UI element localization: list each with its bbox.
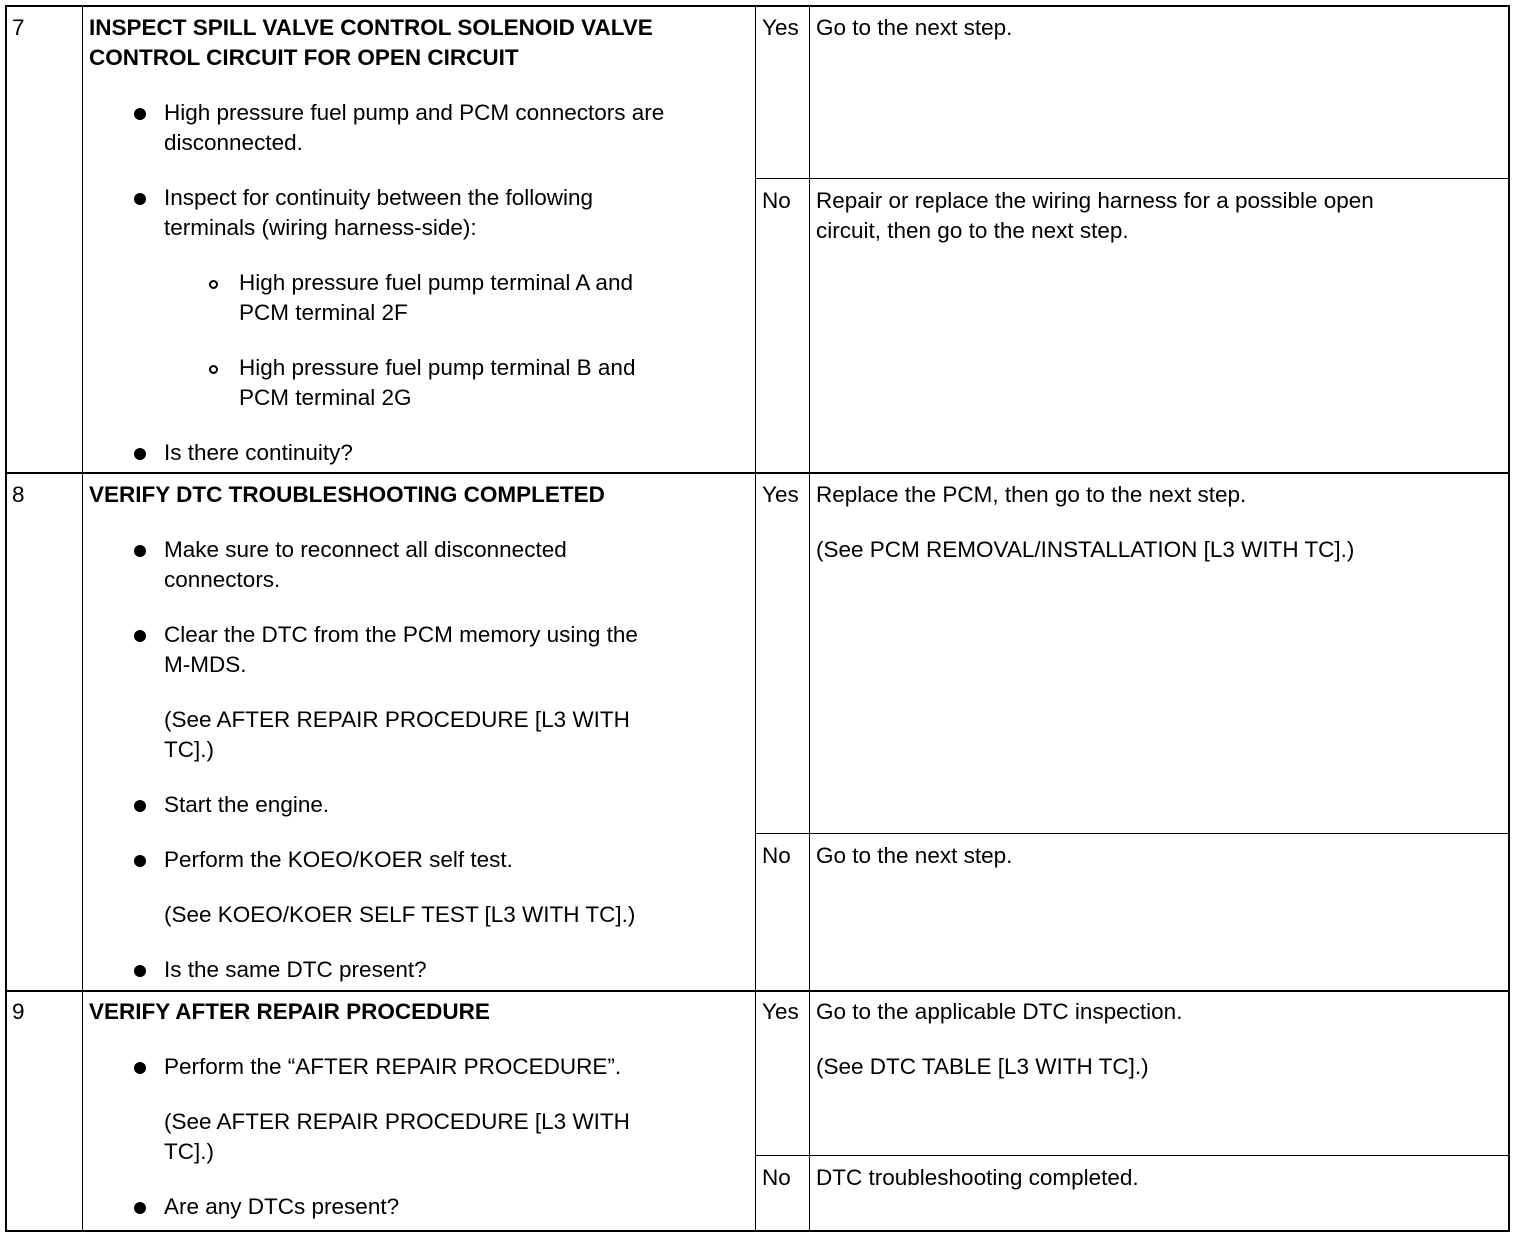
- action-text: High pressure fuel pump and PCM connectors are: [164, 100, 665, 125]
- no-label: No: [762, 843, 791, 868]
- yes-label: Yes: [762, 15, 799, 40]
- sub-bullet-icon: [209, 280, 218, 289]
- action-text: Make sure to reconnect all disconnected: [164, 537, 567, 562]
- bullet-icon: [134, 965, 146, 977]
- action-text: Perform the KOEO/KOER self test.: [164, 847, 513, 872]
- yes-result: Go to the applicable DTC inspection.: [816, 999, 1183, 1024]
- yes-label: Yes: [762, 999, 799, 1024]
- no-result: DTC troubleshooting completed.: [816, 1165, 1139, 1190]
- sub-bullet-icon: [209, 365, 218, 374]
- no-result: Repair or replace the wiring harness for a possible open: [816, 188, 1374, 213]
- yes-no-divider: [755, 178, 1508, 179]
- row-divider: [7, 990, 1508, 992]
- no-label: No: [762, 1165, 791, 1190]
- no-result: circuit, then go to the next step.: [816, 218, 1129, 243]
- row-divider: [7, 472, 1508, 474]
- action-text: High pressure fuel pump terminal B and: [239, 355, 636, 380]
- yes-result: Go to the next step.: [816, 15, 1013, 40]
- step-title: INSPECT SPILL VALVE CONTROL SOLENOID VALVE: [89, 15, 653, 40]
- step-number: 9: [12, 999, 25, 1024]
- action-text: Inspect for continuity between the following: [164, 185, 594, 210]
- action-text: terminals (wiring harness-side):: [164, 215, 477, 240]
- action-text: Is the same DTC present?: [164, 957, 427, 982]
- step-title: CONTROL CIRCUIT FOR OPEN CIRCUIT: [89, 45, 519, 70]
- bullet-icon: [134, 448, 146, 460]
- action-text: PCM terminal 2F: [239, 300, 408, 325]
- column-divider: [82, 7, 83, 1230]
- step-number: 7: [12, 15, 25, 40]
- yes-label: Yes: [762, 482, 799, 507]
- column-divider: [809, 7, 810, 1230]
- action-text: TC].): [164, 1139, 214, 1164]
- step-number: 8: [12, 482, 25, 507]
- column-divider: [755, 7, 756, 1230]
- action-text: (See KOEO/KOER SELF TEST [L3 WITH TC].): [164, 902, 636, 927]
- bullet-icon: [134, 1202, 146, 1214]
- action-text: High pressure fuel pump terminal A and: [239, 270, 633, 295]
- action-text: Perform the “AFTER REPAIR PROCEDURE”.: [164, 1054, 622, 1079]
- bullet-icon: [134, 108, 146, 120]
- action-text: (See AFTER REPAIR PROCEDURE [L3 WITH: [164, 1109, 630, 1134]
- action-text: Is there continuity?: [164, 440, 353, 465]
- yes-no-divider: [755, 833, 1508, 834]
- no-result: Go to the next step.: [816, 843, 1013, 868]
- action-text: disconnected.: [164, 130, 303, 155]
- action-text: Start the engine.: [164, 792, 330, 817]
- action-text: M-MDS.: [164, 652, 247, 677]
- bullet-icon: [134, 1062, 146, 1074]
- action-text: Clear the DTC from the PCM memory using the: [164, 622, 638, 647]
- action-text: connectors.: [164, 567, 281, 592]
- action-text: TC].): [164, 737, 214, 762]
- no-label: No: [762, 188, 791, 213]
- yes-result: (See DTC TABLE [L3 WITH TC].): [816, 1054, 1149, 1079]
- bullet-icon: [134, 630, 146, 642]
- yes-result: (See PCM REMOVAL/INSTALLATION [L3 WITH TC].): [816, 537, 1355, 562]
- bullet-icon: [134, 855, 146, 867]
- action-text: PCM terminal 2G: [239, 385, 412, 410]
- bullet-icon: [134, 800, 146, 812]
- yes-result: Replace the PCM, then go to the next step.: [816, 482, 1247, 507]
- diagnostic-table: [5, 5, 1510, 1232]
- step-title: VERIFY AFTER REPAIR PROCEDURE: [89, 999, 490, 1024]
- bullet-icon: [134, 545, 146, 557]
- action-text: Are any DTCs present?: [164, 1194, 400, 1219]
- yes-no-divider: [755, 1155, 1508, 1156]
- action-text: (See AFTER REPAIR PROCEDURE [L3 WITH: [164, 707, 630, 732]
- bullet-icon: [134, 193, 146, 205]
- step-title: VERIFY DTC TROUBLESHOOTING COMPLETED: [89, 482, 605, 507]
